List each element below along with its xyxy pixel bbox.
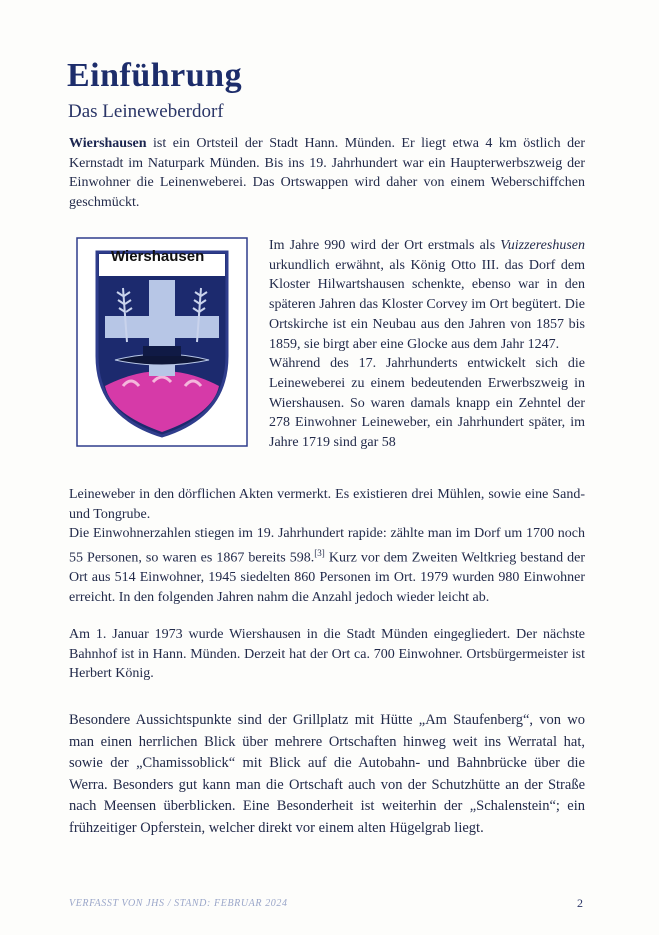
page-number: 2	[577, 896, 583, 910]
incorporation-paragraph: Am 1. Januar 1973 wurde Wiershausen in die Stadt Münden eingegliedert. Der nächste Bahnhof ist in Hann. Münden. Derzeit hat der Ort ca. 700 Einwohner. Ortsbürgermeister ist Herbert König.	[69, 627, 585, 682]
viewpoints-paragraph: Besondere Aussichtspunkte sind der Grillplatz mit Hütte „Am Staufenberg“, von wo man einen herrlichen Blick über mehrere Ortschaften hinweg weit ins Werratal hat, sowie der „Chamissoblick“ mit Blick auf die Autobahn- und Bahnbrücke über die Werra. Besonders gut kann man die Ortschaft auch von der Schutzhütte an der Straße nach Meensen überblicken. Eine Besonderheit ist weiterhin der „Schalenstein“; ein frühzeitiger Opferstein, welcher direkt vor einem alten Hügelgrab liegt.	[69, 712, 585, 836]
page-title: Einführung	[67, 57, 243, 94]
history-paragraph: Im Jahre 990 wird der Ort erstmals als Vuizzereshusen urkundlich erwähnt, als König Otto III. das Dorf dem Kloster Hilwartshausen schenkte, ebenso war in den späteren Jahren das Kloster Corvey im Ort begütert. Die Ortskirche ist ein Neubau aus den Jahren von 1857 bis 1859, sie birgt aber eine Glocke aus dem Jahr 1247. Während des 17. Jahrhunderts entwickelt sich die Leineweberei zu einem bedeutenden Erwerbszweig in Wiershausen. So waren damals knapp ein Zehntel der 278 Einwohner Leineweber, ein Jahrhundert später, im Jahre 1719 sind gar 58	[269, 238, 585, 451]
intro-text: ist ein Ortsteil der Stadt Hann. Münden. Er liegt etwa 4 km östlich der Kernstadt im Naturpark Münden. Bis ins 19. Jahrhundert war ein Haupterwerbszweig der Einwohner die Leinenweberei. Das Ortswappen wird daher von einem Weberschiffchen geschmückt.	[69, 136, 585, 211]
reference-link[interactable]: [3]	[314, 547, 325, 558]
intro-paragraph	[69, 134, 585, 213]
village-name: Wiershausen	[69, 136, 147, 151]
footer-author: VERFASST VON JHS / STAND: FEBRUAR 2024	[69, 898, 288, 909]
weaving-text: Während des 17. Jahrhunderts entwickelt sich die Leineweberei zu einem bedeutenden Erwerbszweig in Wiershausen. So waren damals knapp ein Zehntel der 278 Einwohner Leineweber, ein Jahrhundert später, im Jahre 1719 sind gar 58	[269, 356, 585, 451]
crest-label: Wiershausen	[111, 248, 205, 265]
village-coat-of-arms	[75, 236, 249, 448]
weaving-continuation: Leineweber in den dörflichen Akten vermerkt. Es existieren drei Mühlen, sowie eine Sand- und Tongrube.	[69, 487, 585, 522]
historic-name: Vuizzereshusen	[500, 238, 585, 253]
population-paragraph: Die Einwohnerzahlen stiegen im 19. Jahrhundert rapide: zählte man im Dorf um 1700 noch 55 Personen, so waren es 1867 bereits 598.[3] Kurz vor dem Zweiten Weltkrieg bestand der Ort aus 514 Einwohner, 1945 siedelten 860 Personen im Ort. 1979 wurden 980 Einwohner erreicht. In den folgenden Jahren nahm die Anzahl jedoch wieder leicht ab.	[69, 526, 585, 605]
page-subtitle: Das Leineweberdorf	[68, 101, 224, 122]
